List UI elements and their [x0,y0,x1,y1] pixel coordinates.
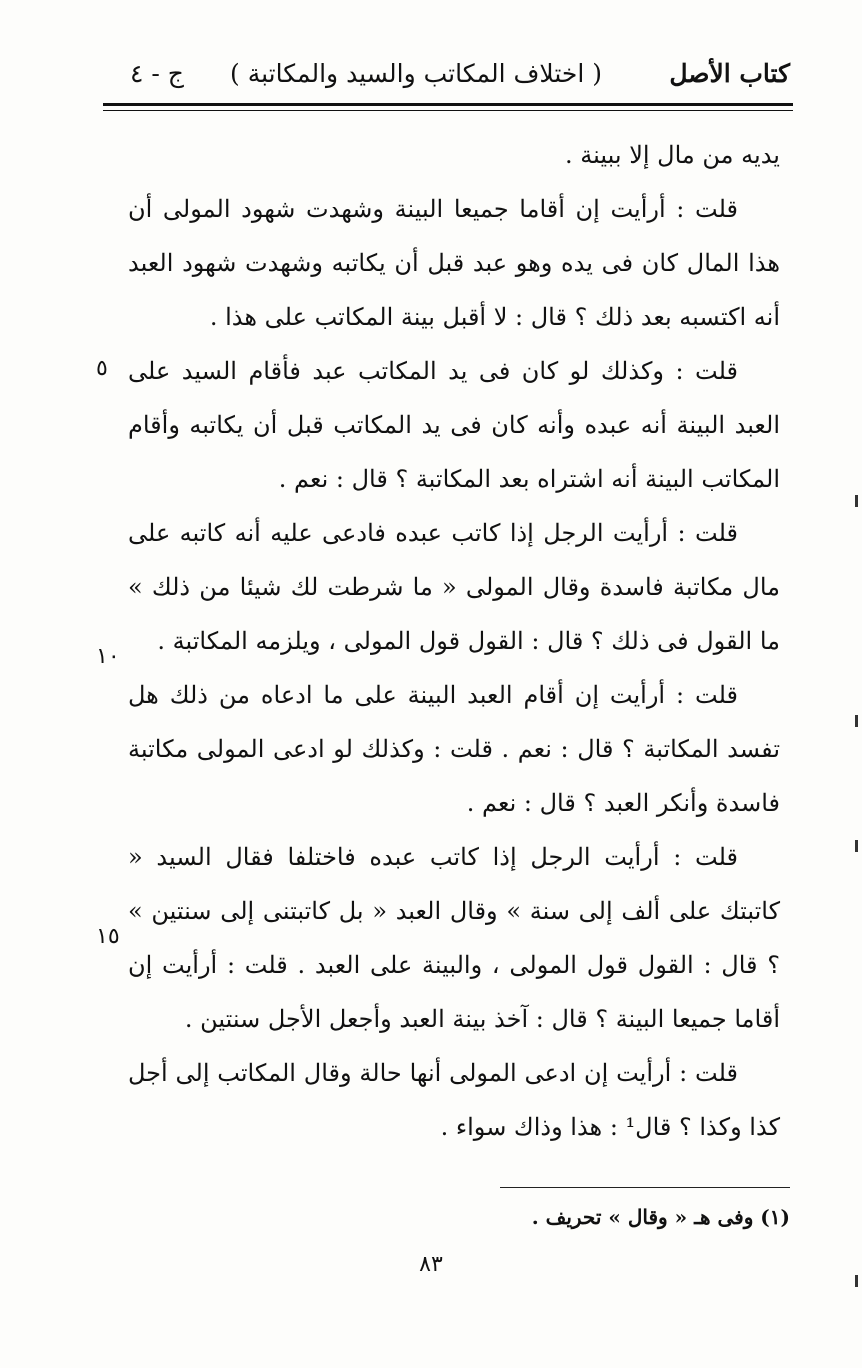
chapter-title: ( اختلاف المكاتب والسيد والمكاتبة ) [230,59,602,88]
book-title: كتاب الأصل [669,59,790,88]
running-header [130,54,790,94]
margin-mark [855,715,858,727]
margin-mark [855,840,858,852]
volume-label: ج - ٤ [130,59,184,88]
footnote: (١) وفى هـ « وقال » تحريف . [531,1205,790,1229]
paragraph: قلت : أرأيت إن أقام العبد البينة على ما ادعاه من ذلك هل تفسد المكاتبة ؟ قال : نعم . قلت : وكذلك لو ادعى المولى مكاتبة فاسدة وأنكر العبد ؟ قال : نعم . [128,681,780,817]
margin-mark [855,1275,858,1287]
header-rule-thick [103,103,793,106]
paragraph: قلت : أرأيت الرجل إذا كاتب عبده فاختلفا فقال السيد « كاتبتك على ألف إلى سنة » وقال العبد « بل كاتبتنى إلى سنتين » ؟ قال : القول قول المولى ، والبينة على العبد . قلت : أرأيت إن أقاما جميعا البينة ؟ قال : آخذ بينة العبد وأجعل الأجل سنتين . [128,843,780,1033]
footnote-rule [500,1187,790,1188]
page-number: ٨٣ [419,1252,443,1277]
line-number: ١٥ [96,924,120,949]
paragraph: قلت : أرأيت إن أقاما جميعا البينة وشهدت شهود المولى أن هذا المال كان فى يده وهو عبد قبل أن يكاتبه وشهدت شهود العبد أنه اكتسبه بعد ذلك ؟ قال : لا أقبل بينة المكاتب على هذا . [128,195,780,331]
paragraph: يديه من مال إلا ببينة . [565,141,780,169]
line-number: ٥ [96,356,108,381]
margin-mark [855,495,858,507]
paragraph: قلت : أرأيت الرجل إذا كاتب عبده فادعى عليه أنه كاتبه على مال مكاتبة فاسدة وقال المولى « ما شرطت لك شيئا من ذلك » ما القول فى ذلك ؟ قال : القول قول المولى ، ويلزمه المكاتبة . [128,519,780,655]
paragraph: قلت : أرأيت إن ادعى المولى أنها حالة وقال المكاتب إلى أجل كذا وكذا ؟ قال¹ : هذا وذاك سواء . [128,1059,780,1141]
line-number: ١٠ [96,644,120,669]
header-rule-thin [103,110,793,111]
paragraph: قلت : وكذلك لو كان فى يد المكاتب عبد فأقام السيد على العبد البينة أنه عبده وأنه كان فى يد المكاتب قبل أن يكاتبه وأقام المكاتب البينة أنه اشتراه بعد المكاتبة ؟ قال : نعم . [128,357,780,493]
body-text [128,128,780,1154]
